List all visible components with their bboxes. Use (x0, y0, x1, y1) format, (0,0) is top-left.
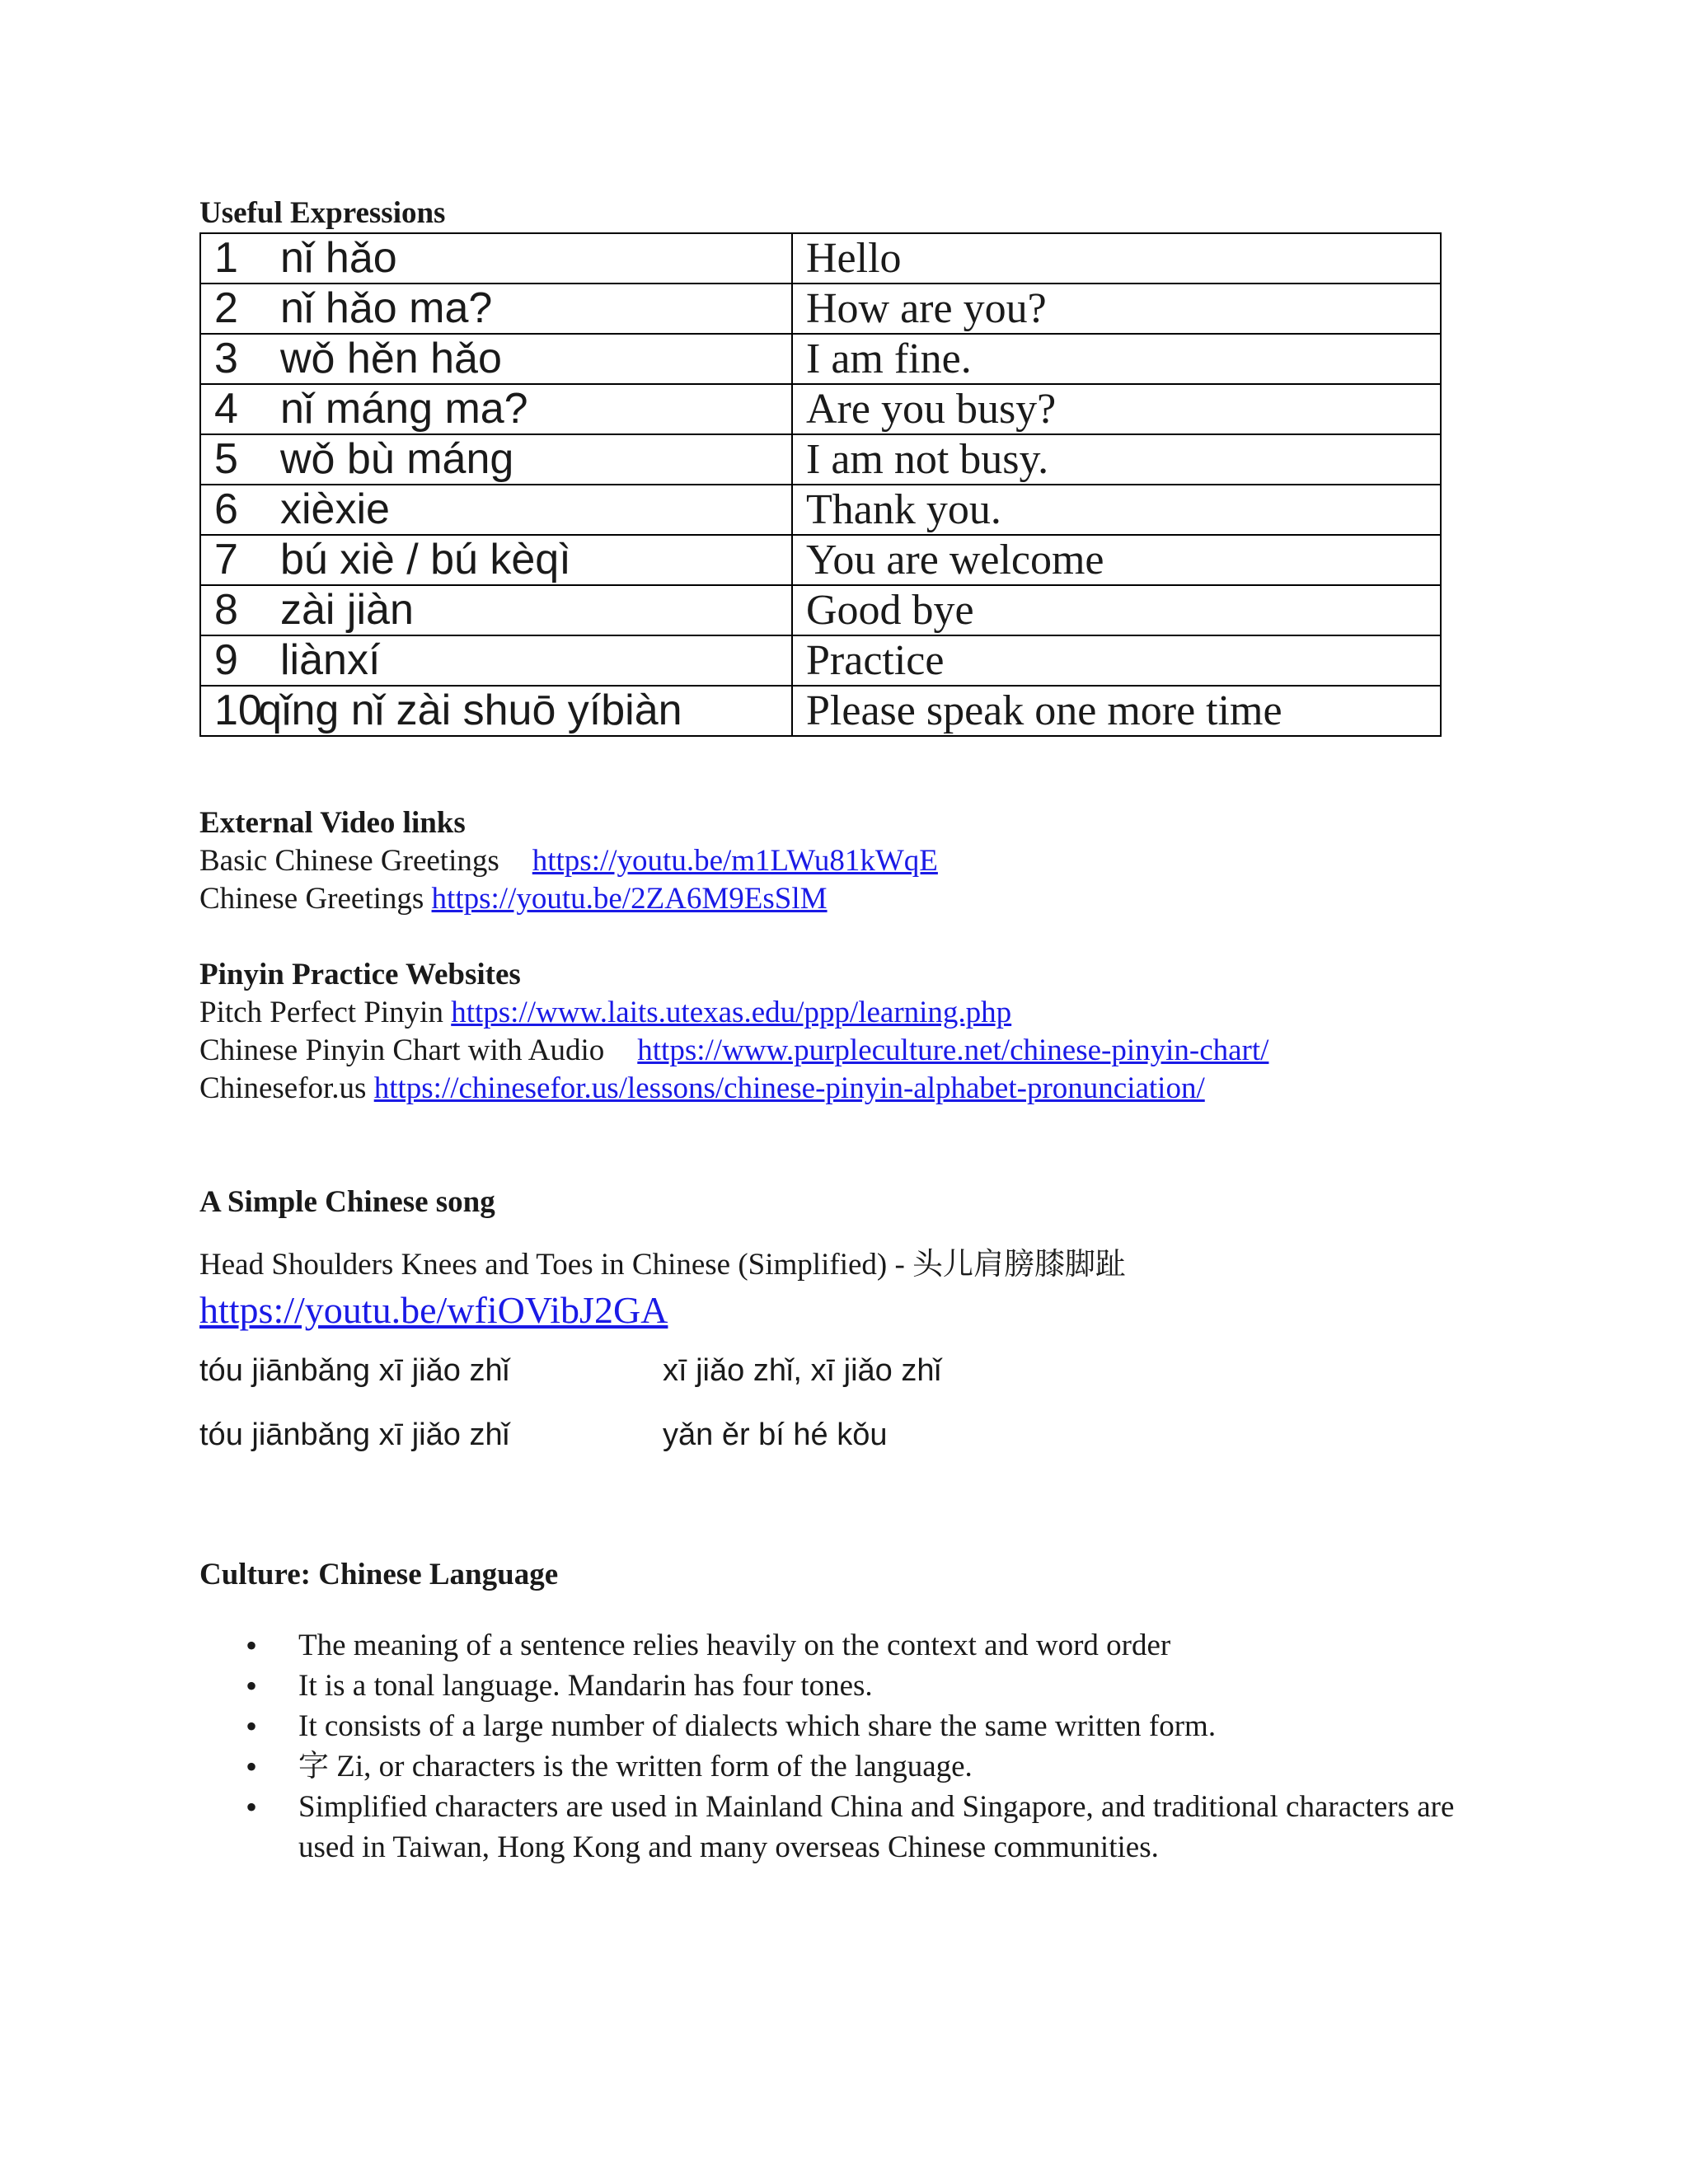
expression-pinyin: zài jiàn (280, 586, 414, 634)
pinyin-site-label: Chinesefor.us (199, 1071, 367, 1105)
expression-english: How are you? (792, 284, 1441, 334)
expression-row (200, 485, 1441, 535)
expression-pinyin-cell (200, 635, 792, 686)
pinyin-site-url[interactable]: https://www.purpleculture.net/chinese-pinyin-chart/ (637, 1033, 1269, 1067)
expression-pinyin-cell (200, 686, 792, 736)
song-lyric-line (199, 1352, 1485, 1416)
expression-number: 4 (214, 385, 238, 433)
expression-row (200, 635, 1441, 686)
song-lyric-left: tóu jiānbǎng xī jiǎo zhǐ (199, 1353, 510, 1388)
expression-pinyin: bú xiè / bú kèqì (280, 536, 571, 583)
pinyin-site-label: Pitch Perfect Pinyin (199, 996, 443, 1029)
pinyin-site-url[interactable]: https://chinesefor.us/lessons/chinese-pinyin-alphabet-pronunciation/ (373, 1071, 1205, 1105)
expression-english: Thank you. (792, 485, 1441, 535)
video-link-url[interactable]: https://youtu.be/2ZA6M9EsSlM (431, 882, 828, 916)
expression-pinyin-cell (200, 233, 792, 284)
song-lyric-right: xī jiǎo zhǐ, xī jiǎo zhǐ (663, 1353, 941, 1388)
expression-pinyin: nǐ máng ma? (280, 385, 528, 433)
expression-english: Are you busy? (792, 384, 1441, 434)
culture-bullet: • It consists of a large number of dialects which share the same written form. (199, 1706, 1485, 1746)
video-link-url[interactable]: https://youtu.be/m1LWu81kWqE (532, 844, 938, 878)
expressions-table (199, 232, 1442, 737)
culture-bullet: • It is a tonal language. Mandarin has four tones. (199, 1666, 1485, 1706)
expression-pinyin-cell (200, 334, 792, 384)
culture-heading: Culture: Chinese Language (199, 1558, 559, 1591)
video-links-heading: External Video links (199, 806, 466, 840)
document-page (199, 194, 1485, 1868)
expression-number: 3 (214, 335, 238, 382)
expression-row (200, 384, 1441, 434)
video-link-label: Basic Chinese Greetings (199, 844, 499, 878)
pinyin-site-row-chinesefor-us (199, 1070, 1485, 1108)
song-lyric-left: tóu jiānbǎng xī jiǎo zhǐ (199, 1418, 510, 1452)
pinyin-site-label: Chinese Pinyin Chart with Audio (199, 1033, 605, 1067)
expression-pinyin: nǐ hǎo (280, 234, 397, 282)
video-link-row-greetings (199, 880, 1485, 918)
culture-bullet: • The meaning of a sentence relies heavily on the context and word order (199, 1625, 1485, 1666)
expression-number: 5 (214, 435, 238, 483)
song-lyric-line (199, 1416, 1485, 1480)
expression-number: 2 (214, 284, 238, 332)
expression-pinyin: qǐng nǐ zài shuō yíbiàn (258, 687, 682, 734)
expression-english: Good bye (792, 585, 1441, 635)
pinyin-site-row-chart-audio (199, 1032, 1485, 1070)
expression-pinyin: xièxie (280, 485, 390, 533)
culture-section (199, 1556, 1485, 1868)
expression-row (200, 434, 1441, 485)
expression-row (200, 585, 1441, 635)
expression-pinyin: liànxí (280, 636, 381, 684)
expression-english: Hello (792, 233, 1441, 284)
expression-pinyin-cell (200, 485, 792, 535)
culture-bullet: • Simplified characters are used in Mainland China and Singapore, and traditional characters are used in Taiwan, Hong Kong and many overseas Chinese communities. (199, 1787, 1485, 1868)
expression-english: I am not busy. (792, 434, 1441, 485)
pinyin-site-row-pitch-perfect (199, 994, 1485, 1032)
expression-row (200, 535, 1441, 585)
expression-pinyin: wǒ hěn hǎo (280, 335, 502, 382)
expression-pinyin-cell (200, 535, 792, 585)
song-lyrics (199, 1352, 1485, 1480)
video-link-label: Chinese Greetings (199, 882, 424, 916)
video-link-row-basic-greetings (199, 842, 1485, 880)
expression-number: 1 (214, 234, 238, 282)
expression-pinyin-cell (200, 284, 792, 334)
expression-row (200, 284, 1441, 334)
expression-english: You are welcome (792, 535, 1441, 585)
expression-english: Please speak one more time (792, 686, 1441, 736)
expression-number: 7 (214, 536, 238, 583)
expression-pinyin: wǒ bù máng (280, 435, 514, 483)
expression-number: 9 (214, 636, 238, 684)
song-url[interactable]: https://youtu.be/wfiOVibJ2GA (199, 1289, 668, 1331)
pinyin-site-url[interactable]: https://www.laits.utexas.edu/ppp/learning.php (451, 996, 1012, 1029)
expression-english: Practice (792, 635, 1441, 686)
song-section (199, 1183, 1485, 1480)
expression-pinyin-cell (200, 585, 792, 635)
expression-row (200, 233, 1441, 284)
culture-bullet: • 字 Zi, or characters is the written form of the language. (199, 1746, 1485, 1787)
useful-expressions-heading: Useful Expressions (199, 196, 446, 230)
pinyin-sites-section (199, 956, 1485, 1108)
song-title: Head Shoulders Knees and Toes in Chinese (Simplified) - 头儿肩膀膝脚趾 (199, 1248, 1127, 1282)
song-lyric-right: yǎn ěr bí hé kǒu (663, 1418, 888, 1452)
expression-english: I am fine. (792, 334, 1441, 384)
expression-pinyin-cell (200, 434, 792, 485)
expression-pinyin-cell (200, 384, 792, 434)
song-heading: A Simple Chinese song (199, 1185, 495, 1219)
expression-number: 10 (214, 687, 262, 734)
video-links-section (199, 804, 1485, 918)
expression-number: 6 (214, 485, 238, 533)
expression-row (200, 686, 1441, 736)
expression-number: 8 (214, 586, 238, 634)
expression-pinyin: nǐ hǎo ma? (280, 284, 493, 332)
pinyin-sites-heading: Pinyin Practice Websites (199, 958, 521, 991)
culture-list (199, 1625, 1485, 1868)
expression-row (200, 334, 1441, 384)
